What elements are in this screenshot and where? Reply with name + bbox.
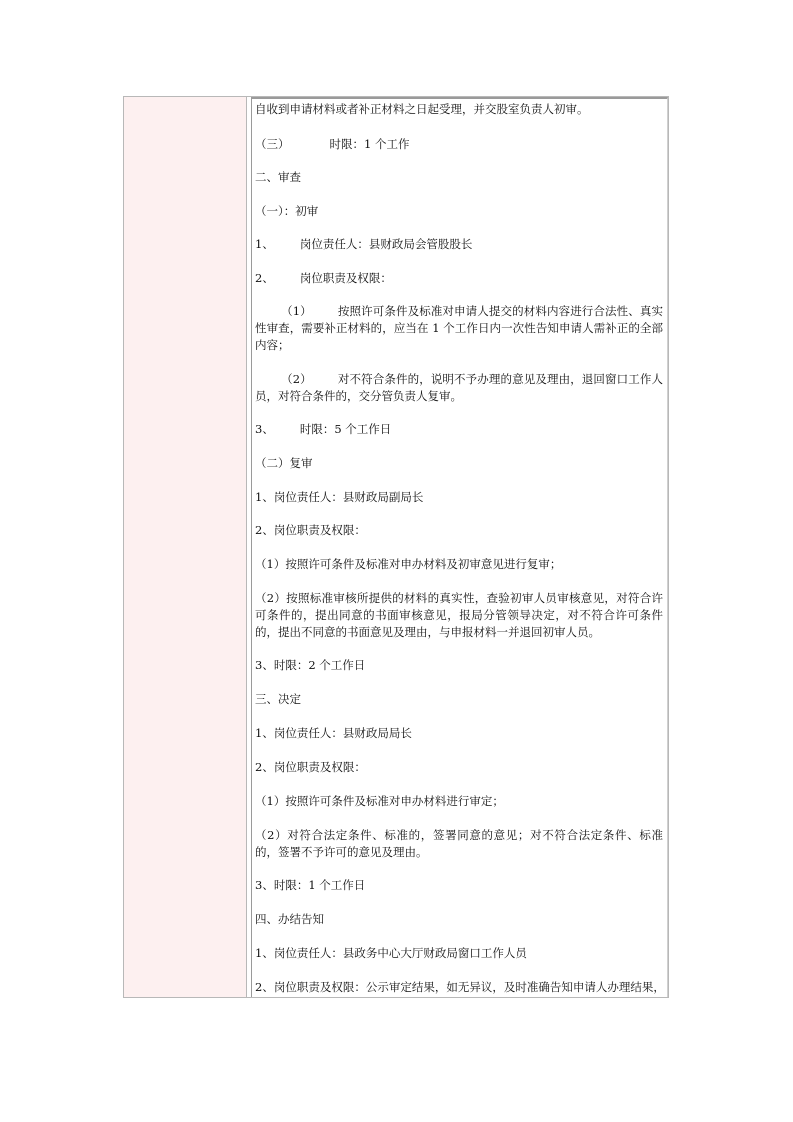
paragraph: （2）对符合法定条件、标准的，签署同意的意见；对不符合法定条件、标准的，签署不予许可的意见及理由。 xyxy=(255,828,663,859)
item-text: 按照许可条件及标准对申请人提交的材料内容进行合法性、真实性审查，需要补正材料的，应当在 1 个工作日内一次性告知申请人需补正的全部内容； xyxy=(255,304,663,352)
paragraph xyxy=(255,371,663,405)
paragraph xyxy=(255,303,663,354)
item-marker: （1） xyxy=(281,304,312,318)
item-marker: 3、 xyxy=(255,422,274,436)
section-heading: 二、审查 xyxy=(255,170,301,184)
text-line: 2、岗位职责及权限： xyxy=(255,760,366,774)
text-line xyxy=(255,270,663,287)
section-heading: 三、决定 xyxy=(255,692,301,706)
text-line: （1）按照许可条件及标准对申办材料及初审意见进行复审； xyxy=(255,557,562,571)
item-marker: 2、 xyxy=(255,271,274,285)
subsection-heading: （一）：初审 xyxy=(255,204,319,218)
item-text: 岗位职责及权限： xyxy=(299,271,392,285)
text-line: 3、时限：1 个工作日 xyxy=(255,878,366,892)
table-content-cell xyxy=(251,97,668,997)
text-line: 自收到申请材料或者补正材料之日起受理，并交股室负责人初审。 xyxy=(255,102,589,116)
text-line: 1、岗位责任人：县政务中心大厅财政局窗口工作人员 xyxy=(255,946,527,960)
subsection-heading: （二）复审 xyxy=(255,456,313,470)
item-marker: （2） xyxy=(281,372,312,386)
paragraph: （2）按照标准审核所提供的材料的真实性，查验初审人员审核意见，对符合许可条件的，提出同意的书面审核意见，报局分管领导决定，对不符合许可条件的，提出不同意的书面意见及理由，与申报材料一并退回初审人员。 xyxy=(255,591,663,639)
text-line: （1）按照许可条件及标准对申办材料进行审定； xyxy=(255,794,504,808)
text-line: 时限：1 个工作 xyxy=(329,137,410,151)
section-heading: 四、办结告知 xyxy=(255,912,324,926)
text-line: 1、岗位责任人：县财政局局长 xyxy=(255,726,412,740)
item-text: 时限：5 个工作日 xyxy=(299,422,392,436)
table-left-cell xyxy=(124,97,247,997)
item-marker: （三） xyxy=(255,137,290,151)
section-acceptance-time xyxy=(255,136,663,153)
text-line: 2、岗位职责及权限： xyxy=(255,523,366,537)
item-marker: 1、 xyxy=(255,237,274,251)
procedure-table xyxy=(123,96,669,998)
text-line xyxy=(255,236,663,253)
text-line: 3、时限：2 个工作日 xyxy=(255,658,366,672)
text-line: 1、岗位责任人：县财政局副局长 xyxy=(255,490,424,504)
text-line xyxy=(255,421,663,438)
item-text: 对不符合条件的，说明不予办理的意见及理由，退回窗口工作人员，对符合条件的，交分管负责人复审。 xyxy=(255,372,663,403)
text-line: 2、岗位职责及权限：公示审定结果，如无异议，及时准确告知申请人办理结果， xyxy=(255,980,665,994)
item-text: 岗位责任人：县财政局会管股股长 xyxy=(299,237,473,251)
